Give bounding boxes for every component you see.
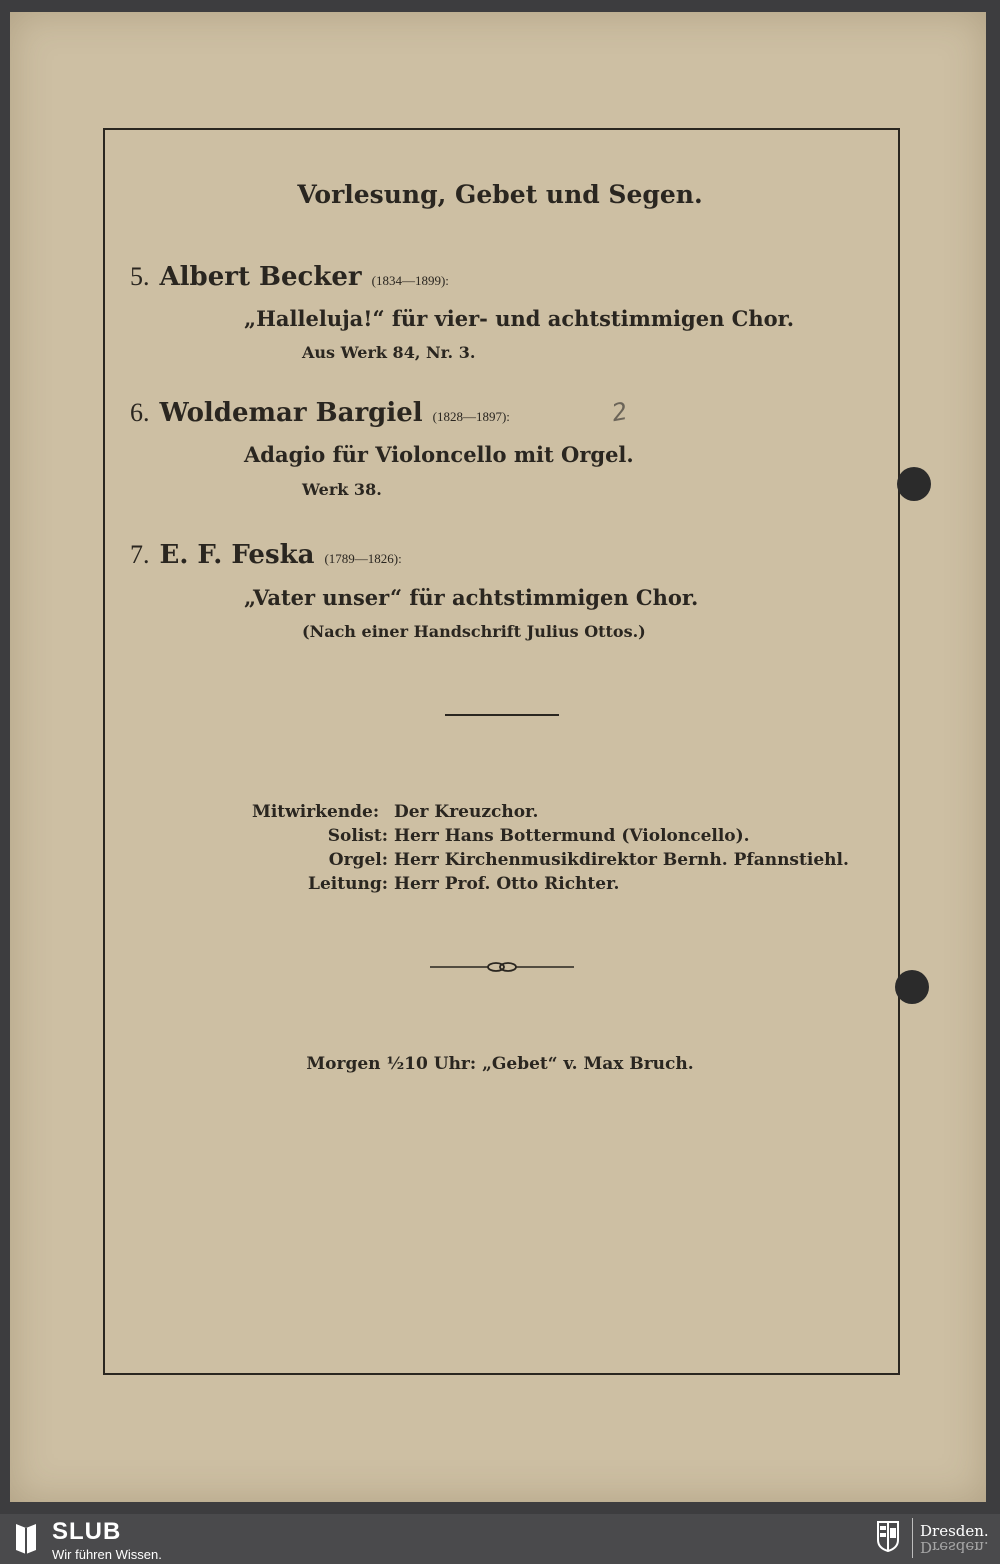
program-item-5 <box>130 262 449 292</box>
performer-value: Der Kreuzchor. <box>394 802 539 822</box>
performer-label: Solist: <box>327 826 388 846</box>
ornament-divider-icon <box>430 958 574 976</box>
program-heading: Vorlesung, Gebet und Segen. <box>297 180 703 209</box>
work-title: „Halleluja!“ für vier- und achtstimmigen Chor. <box>244 306 795 331</box>
work-title: „Vater unser“ für achtstimmigen Chor. <box>244 585 699 610</box>
pencil-annotation: 2 <box>609 396 630 428</box>
work-note: (Nach einer Handschrift Julius Ottos.) <box>302 622 646 641</box>
dresden-crest-icon <box>876 1520 900 1552</box>
performer-row <box>252 872 849 896</box>
section-divider <box>445 714 559 716</box>
performer-label: Orgel: <box>328 850 388 870</box>
next-service-note: Morgen ½10 Uhr: „Gebet“ v. Max Bruch. <box>306 1054 694 1074</box>
composer-dates: (1789—1826): <box>324 551 402 566</box>
performer-value: Herr Prof. Otto Richter. <box>394 874 620 894</box>
performers-list <box>252 800 849 896</box>
work-note: Werk 38. <box>302 480 382 499</box>
dresden-logo-reflection: Dresden. <box>920 1538 989 1556</box>
work-note: Aus Werk 84, Nr. 3. <box>302 343 476 362</box>
performer-row <box>252 800 849 824</box>
program-item-6 <box>130 398 510 428</box>
composer-name: E. F. Feska <box>159 540 315 570</box>
performer-label: Mitwirkende: <box>252 802 380 822</box>
composer-dates: (1828—1897): <box>432 409 510 424</box>
composer-name: Albert Becker <box>159 262 362 292</box>
item-number: 7. <box>130 540 150 569</box>
dresden-logo-text[interactable]: Dresden. <box>920 1522 989 1540</box>
performer-value: Herr Hans Bottermund (Violoncello). <box>394 826 750 846</box>
composer-dates: (1834—1899): <box>371 273 449 288</box>
work-title: Adagio für Violoncello mit Orgel. <box>244 442 634 467</box>
performer-row <box>252 848 849 872</box>
performer-row <box>252 824 849 848</box>
logo-separator <box>912 1518 913 1558</box>
punch-hole <box>895 970 929 1004</box>
item-number: 5. <box>130 262 150 291</box>
punch-hole <box>897 467 931 501</box>
slub-book-icon <box>12 1520 40 1556</box>
program-item-7 <box>130 540 402 570</box>
item-number: 6. <box>130 398 150 427</box>
branding-bar <box>0 1514 1000 1564</box>
performer-label: Leitung: <box>308 874 388 894</box>
slub-logo-text[interactable]: SLUB <box>52 1518 122 1545</box>
composer-name: Woldemar Bargiel <box>159 398 423 428</box>
performer-value: Herr Kirchenmusikdirektor Bernh. Pfannstiehl. <box>394 850 849 870</box>
slub-tagline: Wir führen Wissen. <box>52 1547 162 1562</box>
